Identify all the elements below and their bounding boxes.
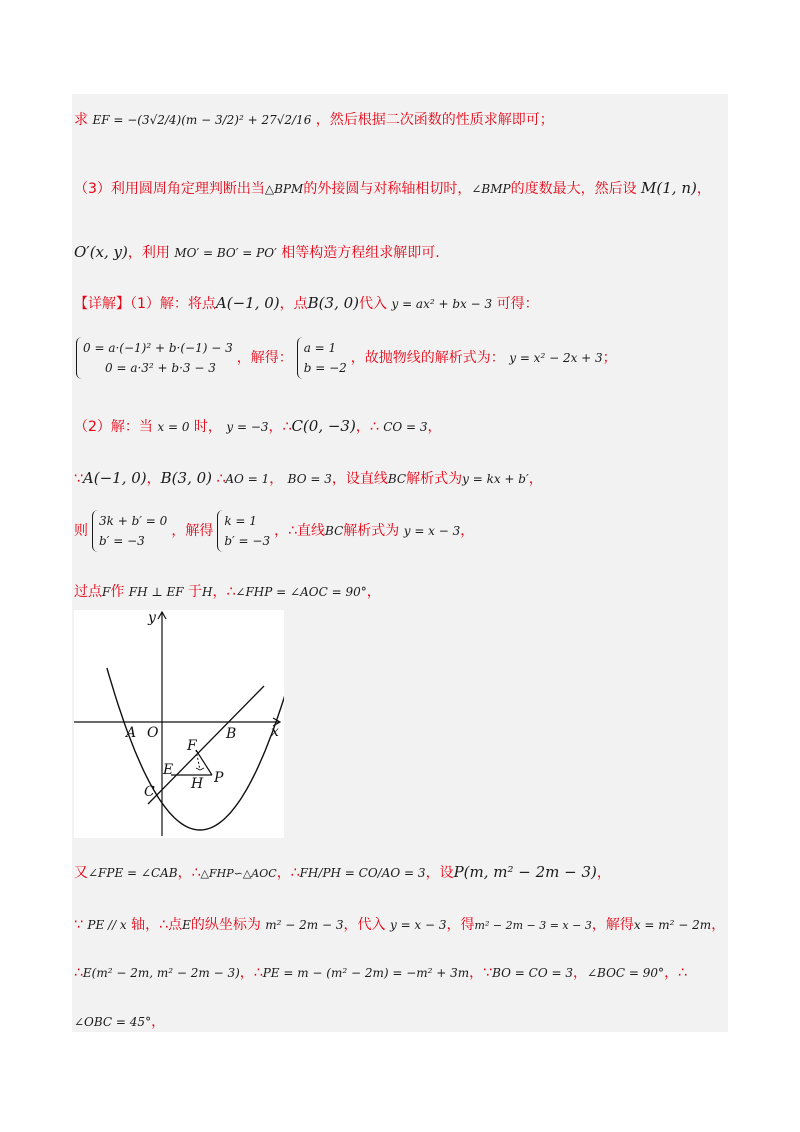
label-o: O (147, 725, 159, 741)
line-bc (148, 686, 264, 804)
label-a: A (126, 725, 137, 741)
solution-panel (72, 94, 728, 1032)
line-4: 【详解】（1）解：将点A(−1, 0)，点B(3, 0)代入 y = ax² + bx − 3 可得： (74, 294, 539, 312)
line-7: ∵A(−1, 0)，B(3, 0) ∴AO = 1， BO = 3，设直线BC解析式为y = kx + b′， (74, 469, 543, 487)
label-e: E (163, 762, 174, 778)
label-b: B (226, 726, 237, 742)
line-12: ∴E(m² − 2m, m² − 2m − 3)，∴PE = m − (m² − 2m) = −m² + 3m，∵BO = CO = 3，∠BOC = 90°，∴ (74, 965, 687, 981)
label-c: C (144, 784, 155, 800)
ef-expression: EF = −(3√2/4)(m − 3/2)² + 27√2/16 (92, 113, 312, 127)
line-6: （2）解：当 x = 0 时， y = −3，∴C(0, −3)，∴ CO = 3， (74, 417, 442, 435)
label-y: y (148, 610, 156, 626)
line-5: 0 = a·(−1)² + b·(−1) − 3 0 = a·3² + b·3 − 3 ，解得： a = 1 b = −2 ，故抛物线的解析式为： y = x² − 2x + 3； (72, 337, 617, 379)
label-f: F (187, 738, 197, 754)
line-8: 则 3k + b′ = 0 b′ = −3 ，解得 k = 1 b′ = −3 ，∴直线BC解析式为 y = x − 3， (74, 510, 474, 552)
parabola-graph (74, 610, 284, 838)
line-11: ∵ PE // x 轴，∴点E的纵坐标为 m² − 2m − 3，代入 y = x − 3，得m² − 2m − 3 = x − 3，解得x = m² − 2m， (74, 917, 726, 933)
equation-system-1: 0 = a·(−1)² + b·(−1) − 3 0 = a·3² + b·3 − 3 (76, 337, 233, 379)
parabola-figure (74, 610, 284, 838)
label-p: P (214, 770, 224, 786)
line-3: O′(x, y)，利用 MO′ = BO′ = PO′ 相等构造方程组求解即可. (74, 243, 440, 261)
right-angle-mark (196, 768, 204, 770)
label-x: x (271, 724, 279, 740)
line-2: （3）利用圆周角定理判断出当△BPM的外接圆与对称轴相切时，∠BMP的度数最大，然后设 M(1, n)， (74, 179, 711, 197)
equation-system-2: a = 1 b = −2 (297, 337, 347, 379)
line-13: ∠OBC = 45°， (74, 1014, 166, 1030)
label-h: H (191, 776, 204, 792)
equation-system-3: 3k + b′ = 0 b′ = −3 (92, 510, 167, 552)
line-10: 又∠FPE = ∠CAB，∴△FHP∽△AOC，∴FH/PH = CO/AO = 3，设P(m, m² − 2m − 3)， (74, 863, 611, 881)
line-9: 过点F作 FH ⊥ EF 于H，∴∠FHP = ∠AOC = 90°， (74, 584, 381, 600)
line-1: 求 EF = −(3√2/4)(m − 3/2)² + 27√2/16 ，然后根据二次函数的性质求解即可； (74, 112, 554, 128)
equation-system-4: k = 1 b′ = −3 (217, 510, 270, 552)
